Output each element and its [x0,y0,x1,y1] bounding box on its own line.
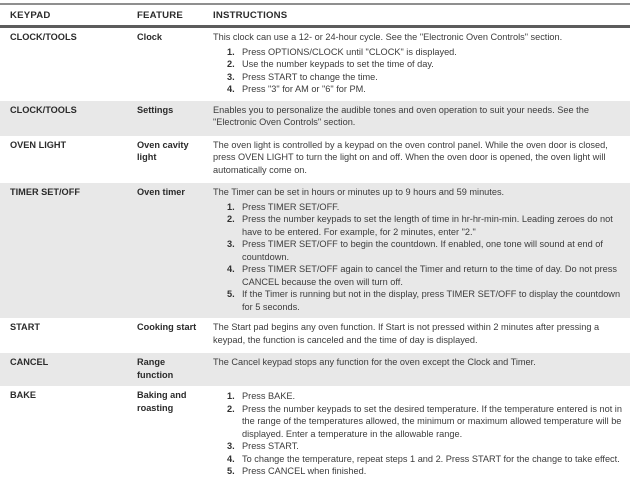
table-row-clock [0,28,630,101]
instructions-cell [213,321,624,348]
step-number: 5. [227,289,235,299]
feature-cell: Range function [137,357,174,380]
table-row-start [0,318,630,353]
step-item [213,403,624,441]
steps-list [213,201,624,314]
steps-list [213,46,624,96]
instructions-cell [213,139,624,179]
feature-cell: Clock [137,32,163,42]
step-number: 3. [227,71,235,82]
step-item [213,453,624,466]
feature-cell: Settings [137,104,174,115]
step-text: If the Timer is running but not in the display, press TIMER SET/OFF to display the countdown for 5 seconds. [242,289,621,312]
steps-list [213,390,624,478]
step-number: 4. [227,453,235,464]
instructions-intro: Enables you to personalize the audible tones and oven operation to suit your needs. See the "Electronic Oven Controls" section. [213,104,589,127]
step-text: Press the number keypads to set the desired temperature. If the temperature entered is not in the range of the temperatures allowed, the minimum or maximum allowed temperature will be displayed. Enter a temperature in the allowable range. [242,403,622,439]
keypad-cell: OVEN LIGHT [10,139,67,150]
step-item [213,201,624,214]
step-text: Press TIMER SET/OFF again to cancel the Timer and return to the time of day. Do not press CANCEL because the oven will turn off. [242,264,617,287]
step-item [213,288,624,313]
keypad-cell: CLOCK/TOOLS [10,104,77,115]
keypad-feature-table [0,3,630,483]
keypad-cell: START [10,322,40,332]
step-text: Press TIMER SET/OFF to begin the countdown. If enabled, one tone will sound at end of countdown. [242,239,603,262]
keypad-cell: TIMER SET/OFF [10,187,80,197]
step-text: Press the number keypads to set the length of time in hr-hr-min-min. Leading zeroes do not have to be entered. For example, for 2 minutes, enter "2." [242,214,613,237]
step-text: Use the number keypads to set the time of day. [242,59,434,69]
table-header-row [0,5,630,28]
keypad-cell: CLOCK/TOOLS [10,32,77,42]
table-row-cancel [0,353,630,386]
step-number: 4. [227,84,235,94]
step-item [213,58,624,71]
feature-cell: Cooking start [137,322,197,332]
instructions-cell [213,356,624,381]
keypad-cell: BAKE [10,390,37,400]
instructions-cell [213,31,624,96]
step-text: Press START to change the time. [242,71,378,82]
keypad-cell: CANCEL [10,357,49,367]
step-text: Press BAKE. [242,391,296,401]
step-number: 1. [227,46,235,57]
instructions-intro: The Cancel keypad stops any function for the oven except the Clock and Timer. [213,357,536,367]
feature-cell: Oven cavity light [137,139,189,162]
column-header-keypad: KEYPAD [10,10,51,21]
step-item [213,83,624,96]
table-row-oven-light [0,136,630,184]
instructions-cell [213,186,624,313]
table-row-bake [0,386,630,483]
step-number: 2. [227,59,235,69]
step-item [213,213,624,238]
step-number: 5. [227,466,235,476]
step-number: 2. [227,214,235,224]
feature-cell: Baking and roasting [137,390,187,413]
instructions-cell [213,389,624,478]
step-item [213,71,624,84]
table-row-timer [0,183,630,318]
step-text: Press CANCEL when finished. [242,466,367,476]
step-item [213,263,624,288]
step-item [213,465,624,478]
step-item [213,46,624,59]
feature-cell: Oven timer [137,187,185,197]
column-header-instructions: INSTRUCTIONS [213,10,288,21]
step-number: 1. [227,391,235,401]
step-text: Press START. [242,441,299,451]
step-number: 2. [227,403,235,414]
step-number: 4. [227,264,235,274]
step-number: 3. [227,239,235,249]
instructions-intro: The Timer can be set in hours or minutes up to 9 hours and 59 minutes. [213,187,505,197]
table-row-settings [0,101,630,136]
step-number: 3. [227,441,235,451]
step-number: 1. [227,201,235,212]
column-header-feature: FEATURE [137,10,183,21]
step-item [213,238,624,263]
instructions-intro: This clock can use a 12- or 24-hour cycle. See the "Electronic Oven Controls" section. [213,32,563,42]
instructions-intro: The Start pad begins any oven function. If Start is not pressed within 2 minutes after pressing a keypad, the function is canceled and the time of day is displayed. [213,322,600,345]
step-text: Press "3" for AM or "6" for PM. [242,84,366,94]
step-text: To change the temperature, repeat steps 1 and 2. Press START for the change to take effect. [242,453,620,464]
step-text: Press OPTIONS/CLOCK until "CLOCK" is displayed. [242,46,457,57]
step-item [213,390,624,403]
instructions-intro: The oven light is controlled by a keypad on the oven control panel. While the oven door is closed, press OVEN LIGHT to turn the light on and off. When the oven door is opened, the oven light will automatically come on. [213,139,608,175]
step-item [213,440,624,453]
step-text: Press TIMER SET/OFF. [242,201,340,212]
instructions-cell [213,104,624,131]
